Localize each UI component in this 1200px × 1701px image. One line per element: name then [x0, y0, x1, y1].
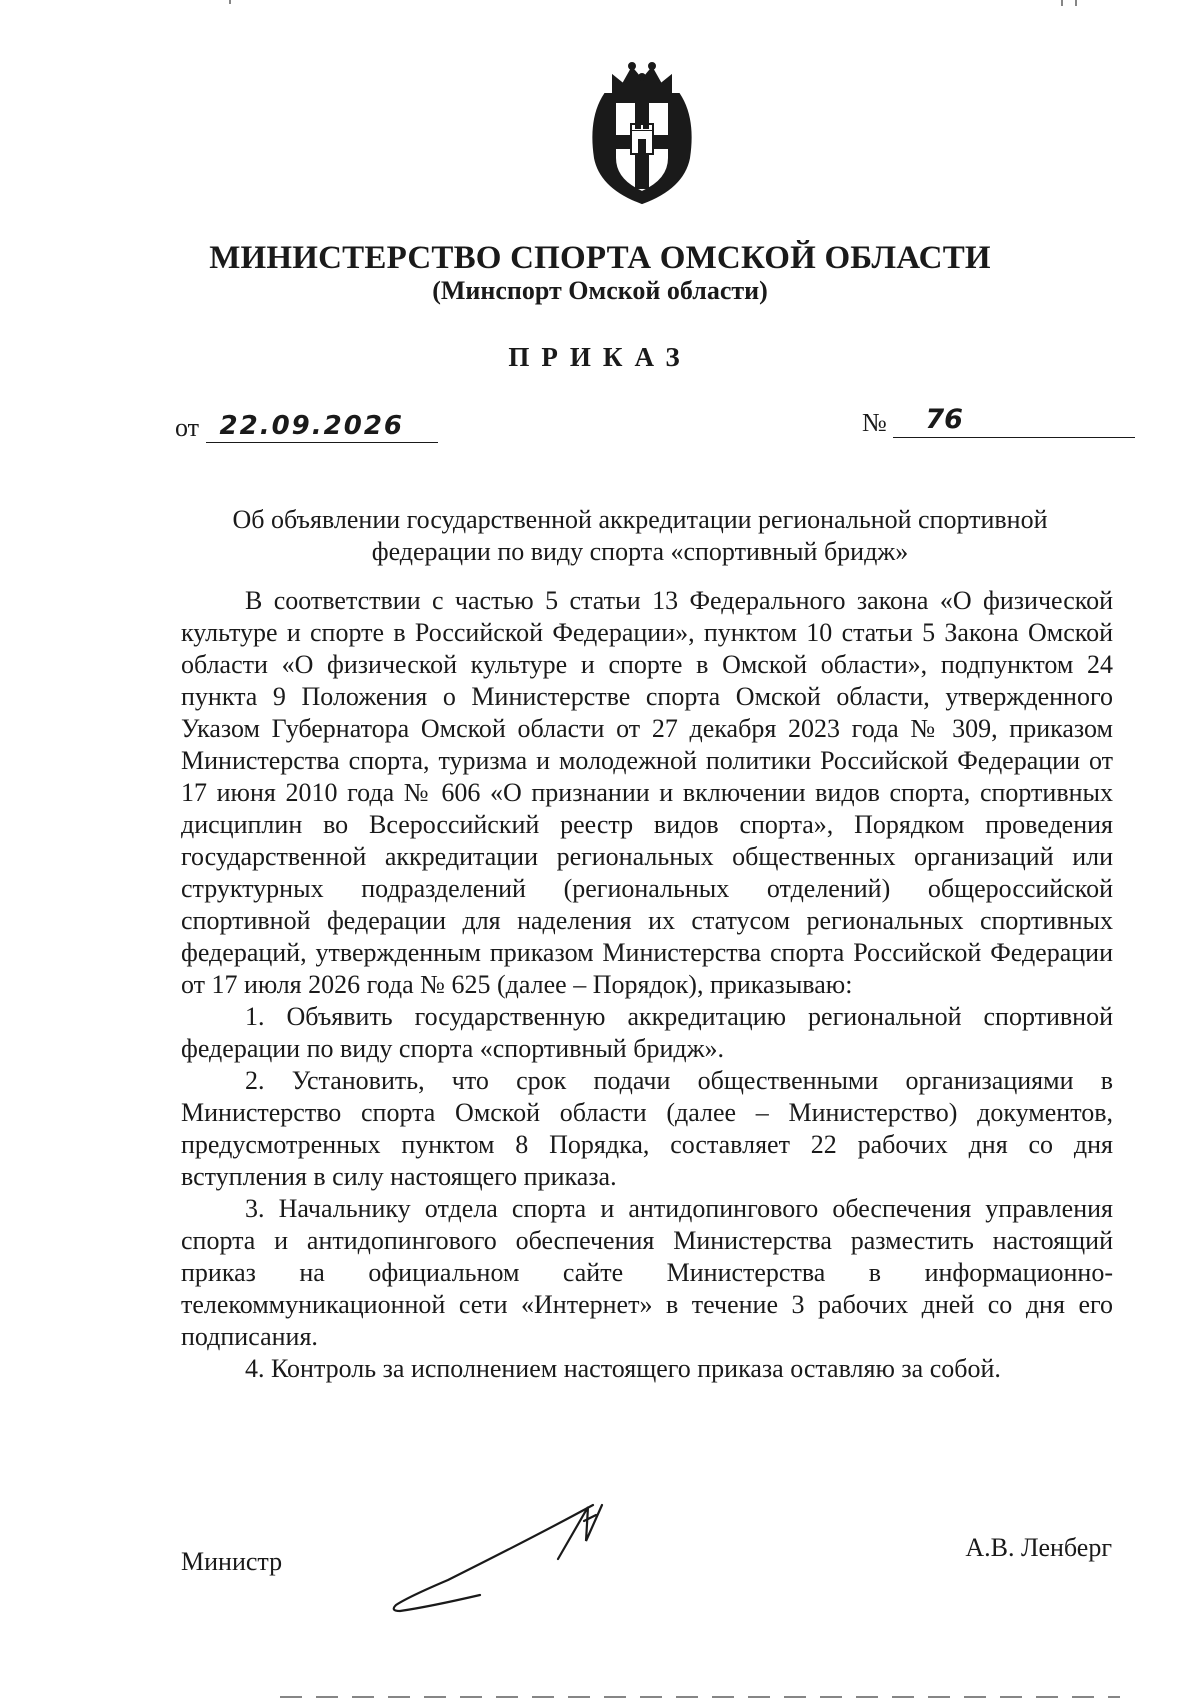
order-item: 2. Установить, что срок подачи общественными организациями в Министерство спорта Омской области (далее – Министерство) документов, предусмотренных пунктом 8 Порядка, составляет 22 рабочих дня со дня вступления в силу настоящего приказа. — [181, 1066, 1113, 1191]
number-prefix: № — [862, 408, 887, 437]
order-item: 3. Начальнику отдела спорта и антидопингового обеспечения управления спорта и антидопингового обеспечения Министерства разместить настоящий приказ на официальном сайте Министерства в информационно-телекоммуникационной сети «Интернет» в течение 3 рабочих дней со дня его подписания. — [181, 1194, 1113, 1351]
document-subject: Об объявлении государственной аккредитации региональной спортивной федерации по виду спорта «спортивный бридж» — [232, 505, 1048, 566]
coat-of-arms-icon — [583, 58, 701, 206]
handwritten-signature — [388, 1495, 668, 1615]
number-field — [862, 403, 1135, 438]
date-field — [175, 412, 438, 443]
order-item: 4. Контроль за исполнением настоящего приказа оставляю за собой. — [245, 1354, 1001, 1383]
signatory-title: Министр — [181, 1547, 283, 1576]
document-type: ПРИКАЗ — [508, 342, 692, 372]
date-prefix: от — [175, 413, 200, 442]
preamble-paragraph: В соответствии с частью 5 статьи 13 Федерального закона «О физической культуре и спорте в Российской Федерации», пунктом 10 статьи 5 Закона Омской области «О физической культуре и спорте в Омской области», подпунктом 24 пункта 9 Положения о Министерстве спорта Омской области, утвержденного Указом Губернатора Омской области от 27 декабря 2023 года № 309, приказом Министерства спорта, туризма и молодежной политики Российской Федерации от 17 июня 2010 года № 606 «О признании и включении видов спорта, спортивных дисциплин во Всероссийский реестр видов спорта», Порядком проведения государственной аккредитации региональных общественных организаций или структурных подразделений (региональных отделений) общероссийской спортивной федерации для наделения их статусом региональных спортивных федераций, утвержденным приказом Министерства спорта Российской Федерации от 17 июля 2026 года № 625 (далее – Порядок), приказываю: — [181, 586, 1113, 999]
document-body — [181, 585, 1113, 1385]
signatory-name: А.В. Ленберг — [965, 1533, 1112, 1562]
ministry-short-name: (Минспорт Омской области) — [432, 276, 768, 305]
document-number: 76 — [893, 403, 1135, 438]
ministry-title: МИНИСТЕРСТВО СПОРТА ОМСКОЙ ОБЛАСТИ — [209, 240, 991, 276]
order-item: 1. Объявить государственную аккредитацию региональной спортивной федерации по виду спорта «спортивный бридж». — [181, 1002, 1113, 1063]
document-date: 22.09.2026 — [206, 412, 438, 443]
